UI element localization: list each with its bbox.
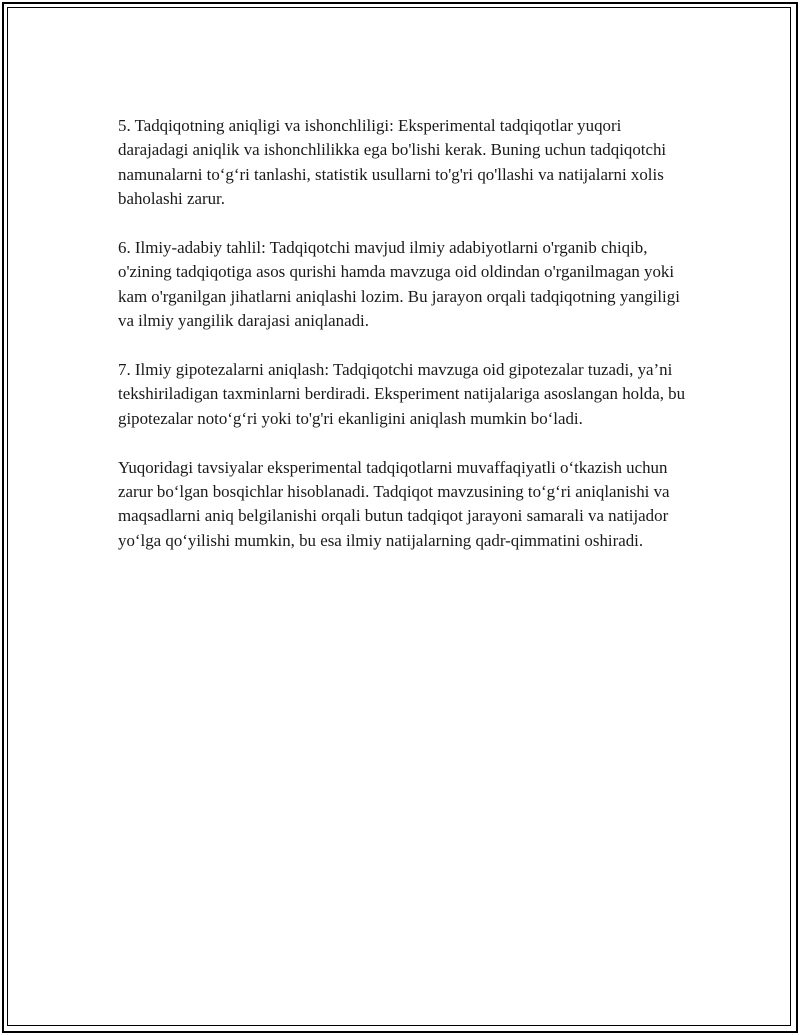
- paragraph-5-accuracy-reliability: 5. Tadqiqotning aniqligi va ishonchliligi: Eksperimental tadqiqotlar yuqori darajadagi aniqlik va ishonchlilikka ega bo'lishi kerak. Buning uchun tadqiqotchi namunalarni to‘g‘ri tanlashi, statistik usullarni to'g'ri qo'llashi va natijalarni xolis baholashi zarur.: [118, 116, 667, 209]
- paragraph-7-hypotheses: 7. Ilmiy gipotezalarni aniqlash: Tadqiqotchi mavzuga oid gipotezalar tuzadi, ya’ni tekshiriladigan taxminlarni berdiradi. Eksperiment natijalariga asoslangan holda, bu gipotezalar noto‘g‘ri yoki to'g'ri ekanligini aniqlash mumkin bo‘ladi.: [118, 360, 686, 428]
- document-body: [118, 114, 688, 578]
- paragraph-conclusion: Yuqoridagi tavsiyalar eksperimental tadqiqotlarni muvaffaqiyatli o‘tkazish uchun zarur bo‘lgan bosqichlar hisoblanadi. Tadqiqot mavzusining to‘g‘ri aniqlanishi va maqsadlarni aniq belgilanishi orqali butun tadqiqot jarayoni samarali va natijador yo‘lga qo‘yilishi mumkin, bu esa ilmiy natijalarning qadr-qimmatini oshiradi.: [118, 457, 670, 550]
- paragraph-6-literature-analysis: 6. Ilmiy-adabiy tahlil: Tadqiqotchi mavjud ilmiy adabiyotlarni o'rganib chiqib, o'zining tadqiqotiga asos qurishi hamda mavzuga oid oldindan o'rganilmagan yoki kam o'rganilgan jihatlarni aniqlashi lozim. Bu jarayon orqali tadqiqotning yangiligi va ilmiy yangilik darajasi aniqlanadi.: [118, 238, 680, 331]
